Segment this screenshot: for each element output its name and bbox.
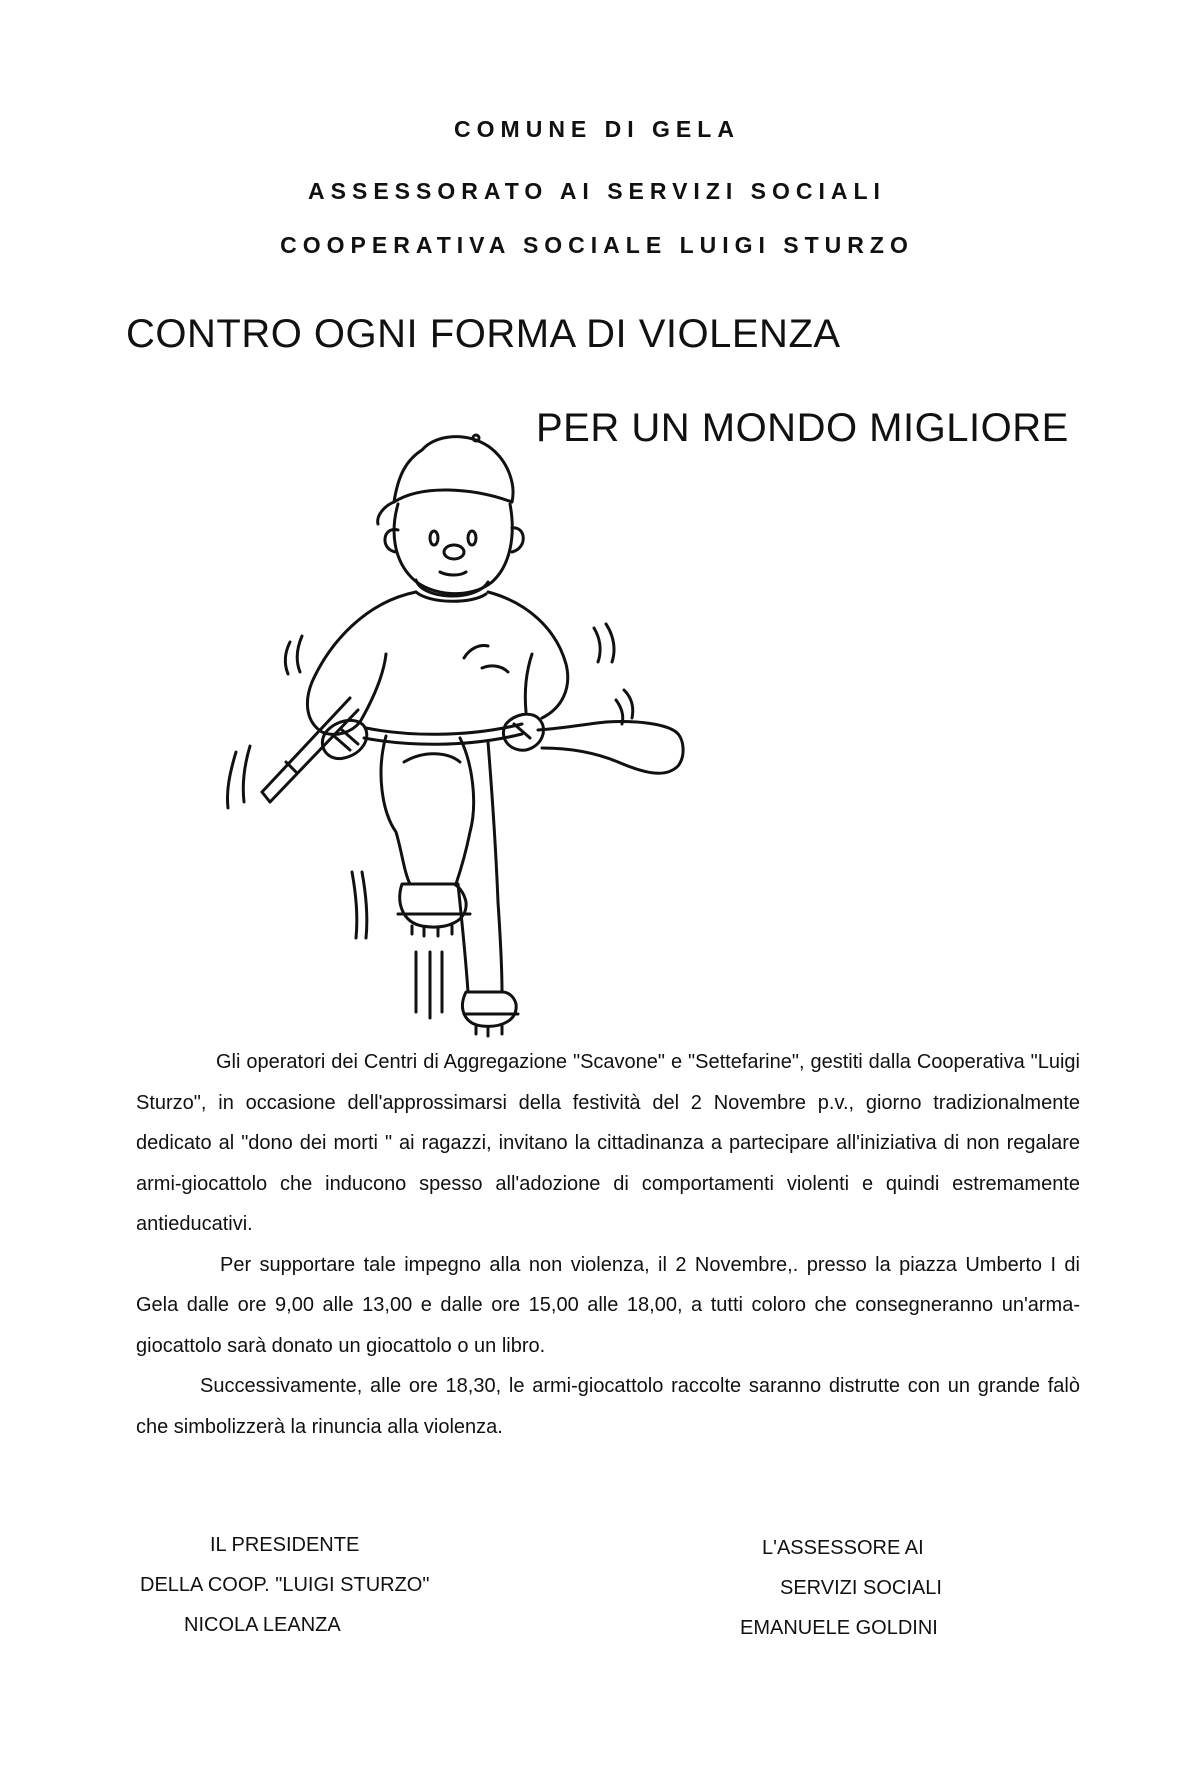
header-cooperativa: COOPERATIVA SOCIALE LUIGI STURZO (280, 232, 914, 258)
headline-line-1: CONTRO OGNI FORMA DI VIOLENZA (126, 312, 841, 356)
body-paragraph-2: Per supportare tale impegno alla non violenza, il 2 Novembre,. presso la piazza Umberto I di Gela dalle ore 9,00 alle 13,00 e dalle ore 15,00 alle 18,00, a tutti coloro che consegneranno un'arma-giocattolo sarà donato un giocattolo o un libro. (136, 1253, 1080, 1357)
signature-right-line-1: L'ASSESSORE AI (762, 1537, 924, 1559)
body-paragraph-1: Gli operatori dei Centri di Aggregazione "Scavone" e "Settefarine", gestiti dalla Cooperativa "Luigi Sturzo", in occasione dell'approssimarsi della festività del 2 Novembre p.v., giorno tradizionalmente dedicato al "dono dei morti " ai ragazzi, invitano la cittadinanza a partecipare all'iniziativa di non regalare armi-giocattolo che inducono spesso all'adozione di comportamenti violenti e quindi estremamente antieducativi. (136, 1051, 1080, 1235)
signature-right (740, 1528, 942, 1648)
signature-right-line-2: SERVIZI SOCIALI (780, 1577, 942, 1599)
header-assessorato: ASSESSORATO AI SERVIZI SOCIALI (308, 178, 886, 204)
body-text (136, 1042, 1080, 1447)
signature-left-line-1: IL PRESIDENTE (210, 1534, 360, 1556)
body-paragraph-3: Successivamente, alle ore 18,30, le armi-giocattolo raccolte saranno distrutte con un grande falò che simbolizzerà la rinuncia alla violenza. (136, 1375, 1080, 1438)
signature-left-line-3: NICOLA LEANZA (184, 1614, 341, 1636)
boy-breaking-toy-guns-drawing-icon (226, 432, 766, 1062)
signature-right-line-3: EMANUELE GOLDINI (740, 1617, 938, 1639)
signature-left (140, 1525, 429, 1645)
signature-left-line-2: DELLA COOP. "LUIGI STURZO" (140, 1574, 430, 1596)
headline-line-2: PER UN MONDO MIGLIORE (536, 406, 1069, 450)
header-comune: COMUNE DI GELA (454, 116, 740, 142)
